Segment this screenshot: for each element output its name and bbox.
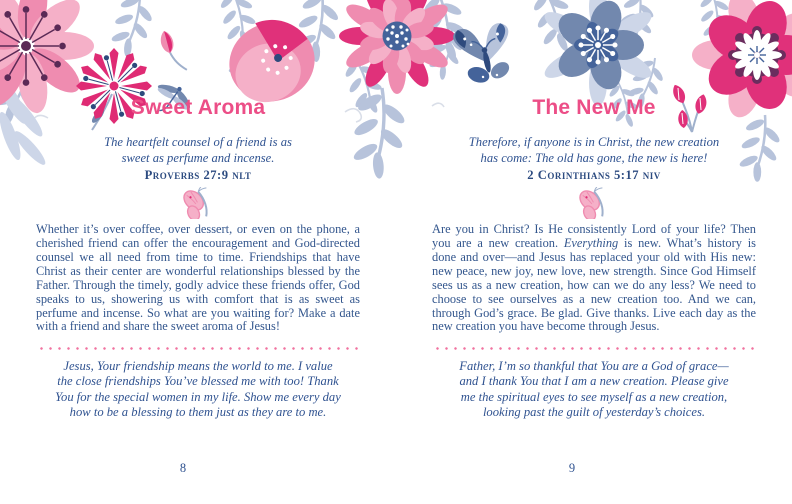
- dotted-divider: [433, 347, 755, 350]
- verse-line: The heartfelt counsel of a friend is as: [104, 135, 292, 150]
- prayer-line: and I thank You that I am a new creation. Please give: [459, 374, 729, 389]
- scripture-reference: Proverbs 27:9 nlt: [144, 168, 252, 183]
- page-right-content: [432, 0, 756, 421]
- verse-line: Therefore, if anyone is in Christ, the new creation: [468, 135, 720, 150]
- prayer-line: Father, I’m so thankful that You are a God of grace—: [459, 358, 729, 373]
- prayer-line: looking past the guilt of yesterday’s choices.: [482, 405, 706, 420]
- butterfly-divider: [36, 187, 360, 219]
- butterfly-pink-icon: [178, 187, 218, 219]
- verse-line: sweet as perfume and incense.: [121, 151, 275, 166]
- scripture-verse: [36, 134, 360, 166]
- prayer-line: how to be a blessing to them just as they are to me.: [69, 405, 327, 420]
- butterfly-divider: [432, 187, 756, 219]
- prayer-line: me the spiritual eyes to see myself as a new creation,: [460, 389, 728, 404]
- page-title: Sweet Aroma: [130, 96, 266, 119]
- prayer-text: [36, 359, 360, 421]
- devotional-body: Are you in Christ? Is He consistently Lord of your life? Then you are a new creation. Everything is new. What’s history is done and over—and Jesus has replaced your old with His new: new peace, new joy, new love, new strength. Since God Himself sees us as a new creation, how can we do any less? We need to choose to see ourselves as a new creation too. And we can, through God’s grace. Be glad. Give thanks. Live each day as the new creation you have become through Jesus.: [432, 222, 756, 334]
- butterfly-pink-icon: [574, 187, 614, 219]
- page-number: 9: [568, 461, 576, 475]
- page-right: [396, 0, 792, 504]
- prayer-text: [432, 359, 756, 421]
- devotional-body: Whether it’s over coffee, over dessert, or even on the phone, a cherished friend can offer the encouragement and God-directed counsel we all need from time to time. Friendships that have Christ as their center are wonderful relationships blessed by the Father. Through the timely, godly advice these friends offer, God speaks to us, showering us with comfort that is as sweet as perfume and incense. So what are you waiting for? Make a date with a friend and share the sweet aroma of Jesus!: [36, 222, 360, 334]
- page-title: The New Me: [532, 96, 656, 119]
- prayer-line: You for the special women in my life. Show me every day: [55, 389, 341, 404]
- prayer-line: the close friendships You’ve blessed me with too! Thank: [57, 374, 339, 389]
- page-left-content: [36, 0, 360, 421]
- dotted-divider: [37, 347, 359, 350]
- scripture-verse: [432, 134, 756, 166]
- page-number: 8: [179, 461, 187, 475]
- scripture-reference: 2 Corinthians 5:17 niv: [527, 168, 661, 183]
- prayer-line: Jesus, Your friendship means the world to me. I value: [63, 358, 333, 373]
- verse-line: has come: The old has gone, the new is here!: [480, 151, 708, 166]
